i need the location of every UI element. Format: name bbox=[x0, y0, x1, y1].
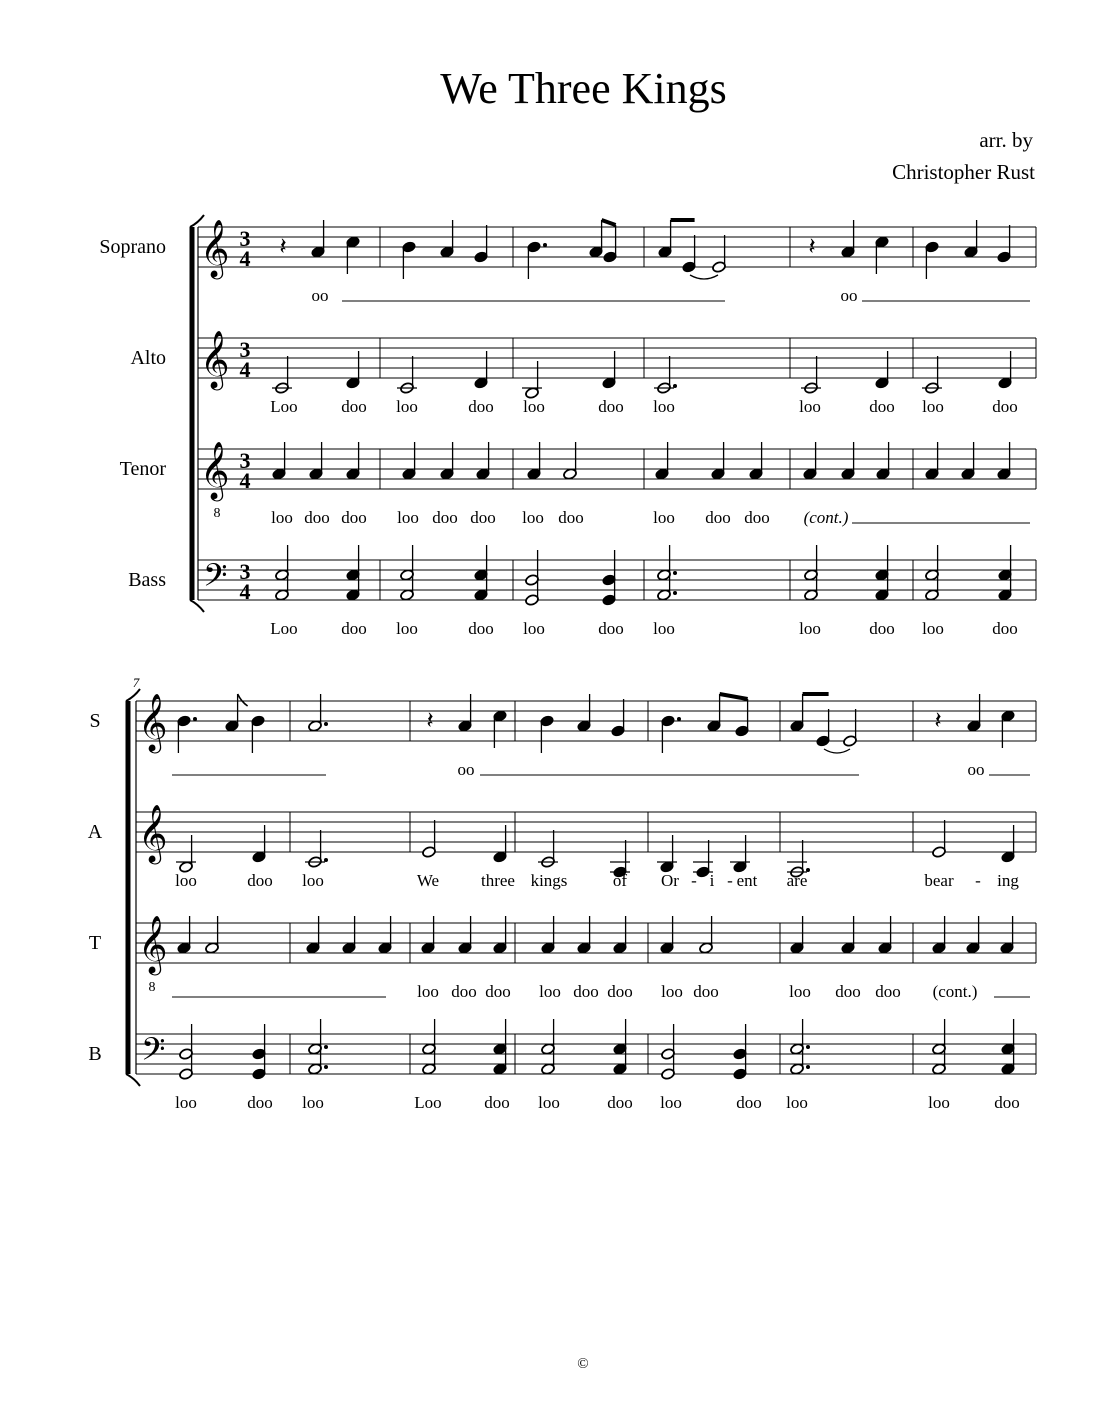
time-signature-top: 3 bbox=[239, 448, 251, 473]
lyric: (cont.) bbox=[803, 508, 849, 527]
lyric: loo bbox=[539, 982, 561, 1001]
lyric: loo bbox=[302, 871, 324, 890]
lyric: - bbox=[691, 871, 697, 890]
lyric: three bbox=[481, 871, 515, 890]
bracket-bottom bbox=[190, 600, 204, 612]
lyric: We bbox=[416, 871, 440, 890]
bracket-bottom bbox=[126, 1074, 140, 1086]
lyric: Or bbox=[661, 871, 679, 890]
time-signature-top: 3 bbox=[239, 559, 251, 584]
quarter-rest: 𝄽 bbox=[279, 234, 287, 260]
treble-clef-icon: 𝄞 bbox=[200, 442, 230, 498]
lyric: doo bbox=[992, 397, 1018, 416]
staff-label-bass: Bass bbox=[128, 569, 166, 591]
lyric: loo bbox=[661, 982, 683, 1001]
treble-clef-icon: 𝄞 bbox=[200, 220, 230, 276]
lyric: doo bbox=[598, 619, 624, 638]
staff-label-s: S bbox=[89, 710, 101, 732]
page-title: We Three Kings bbox=[440, 64, 727, 113]
lyric: ing bbox=[997, 871, 1019, 890]
lyric: doo bbox=[573, 982, 599, 1001]
lyric: loo bbox=[302, 1093, 324, 1112]
arranger-prefix: arr. by bbox=[979, 128, 1033, 152]
lyric: loo bbox=[799, 397, 821, 416]
lyric: of bbox=[612, 871, 628, 890]
lyric: doo bbox=[341, 619, 367, 638]
lyric: i bbox=[709, 871, 715, 890]
lyric: loo bbox=[660, 1093, 682, 1112]
lyric: loo bbox=[417, 982, 439, 1001]
lyric: loo bbox=[799, 619, 821, 638]
lyric: loo bbox=[538, 1093, 560, 1112]
augmentation-dot bbox=[806, 1065, 810, 1069]
lyric: doo bbox=[607, 1093, 633, 1112]
lyric: doo bbox=[869, 397, 895, 416]
lyric: doo bbox=[247, 871, 273, 890]
lyric: Loo bbox=[414, 1093, 442, 1112]
lyric: Loo bbox=[270, 397, 298, 416]
staff-label-t: T bbox=[88, 932, 102, 954]
copyright: © bbox=[577, 1356, 589, 1372]
octave-marker: 8 bbox=[213, 506, 221, 521]
lyric: loo bbox=[523, 397, 545, 416]
lyric: loo bbox=[922, 619, 944, 638]
lyric: loo bbox=[928, 1093, 950, 1112]
lyric: doo bbox=[598, 397, 624, 416]
lyric: are bbox=[786, 871, 808, 890]
lyric: kings bbox=[530, 871, 568, 890]
augmentation-dot bbox=[543, 243, 547, 247]
lyric: doo bbox=[341, 397, 367, 416]
staff-label-a: A bbox=[87, 821, 103, 843]
augmentation-dot bbox=[673, 571, 677, 575]
beam bbox=[720, 694, 748, 699]
lyric: oo bbox=[840, 286, 858, 305]
quarter-rest: 𝄽 bbox=[426, 708, 434, 734]
lyric: doo bbox=[558, 508, 584, 527]
time-signature-bottom: 4 bbox=[239, 468, 251, 493]
lyric: doo bbox=[304, 508, 330, 527]
lyric: loo bbox=[789, 982, 811, 1001]
lyric: doo bbox=[484, 1093, 510, 1112]
lyric: doo bbox=[607, 982, 633, 1001]
lyric: loo bbox=[396, 397, 418, 416]
lyric: doo bbox=[468, 397, 494, 416]
augmentation-dot bbox=[677, 717, 681, 721]
staff-label-alto: Alto bbox=[130, 347, 166, 369]
lyric: doo bbox=[468, 619, 494, 638]
lyric: ent bbox=[736, 871, 758, 890]
time-signature-top: 3 bbox=[239, 337, 251, 362]
lyric: loo bbox=[653, 619, 675, 638]
lyric: loo bbox=[522, 508, 544, 527]
lyric: loo bbox=[175, 1093, 197, 1112]
lyric: doo bbox=[705, 508, 731, 527]
lyric: doo bbox=[485, 982, 511, 1001]
lyric: doo bbox=[247, 1093, 273, 1112]
lyric: bear bbox=[924, 871, 954, 890]
quarter-rest: 𝄽 bbox=[934, 708, 942, 734]
lyric: loo bbox=[397, 508, 419, 527]
lyric: doo bbox=[875, 982, 901, 1001]
lyric: doo bbox=[451, 982, 477, 1001]
lyric: doo bbox=[736, 1093, 762, 1112]
staff-label-tenor: Tenor bbox=[119, 458, 166, 480]
time-signature-bottom: 4 bbox=[239, 357, 251, 382]
beam bbox=[602, 220, 616, 225]
lyric: doo bbox=[835, 982, 861, 1001]
lyric: loo bbox=[271, 508, 293, 527]
tie bbox=[690, 275, 718, 279]
lyric: - bbox=[975, 871, 981, 890]
lyric: loo bbox=[396, 619, 418, 638]
time-signature-bottom: 4 bbox=[239, 246, 251, 271]
lyric: loo bbox=[523, 619, 545, 638]
lyric: loo bbox=[922, 397, 944, 416]
lyric: doo bbox=[994, 1093, 1020, 1112]
augmentation-dot bbox=[673, 591, 677, 595]
staff-label-soprano: Soprano bbox=[99, 236, 166, 258]
lyric: doo bbox=[693, 982, 719, 1001]
time-signature-top: 3 bbox=[239, 226, 251, 251]
lyric: doo bbox=[869, 619, 895, 638]
arranger-name: Christopher Rust bbox=[892, 160, 1035, 184]
lyric: oo bbox=[457, 760, 475, 779]
octave-marker: 8 bbox=[148, 980, 156, 995]
treble-clef-icon: 𝄞 bbox=[138, 694, 168, 750]
bass-clef-icon: 𝄢 bbox=[141, 1033, 166, 1075]
augmentation-dot bbox=[193, 717, 197, 721]
lyric: Loo bbox=[270, 619, 298, 638]
lyric: - bbox=[727, 871, 733, 890]
lyric: doo bbox=[432, 508, 458, 527]
lyric: doo bbox=[992, 619, 1018, 638]
time-signature-bottom: 4 bbox=[239, 579, 251, 604]
lyric: loo bbox=[786, 1093, 808, 1112]
quarter-rest: 𝄽 bbox=[808, 234, 816, 260]
lyric: loo bbox=[653, 397, 675, 416]
treble-clef-icon: 𝄞 bbox=[200, 331, 230, 387]
augmentation-dot bbox=[324, 1065, 328, 1069]
lyric: oo bbox=[311, 286, 329, 305]
lyric: doo bbox=[470, 508, 496, 527]
tie bbox=[824, 749, 850, 753]
augmentation-dot bbox=[806, 1045, 810, 1049]
staff-label-b: B bbox=[88, 1043, 102, 1065]
measure-number: 7 bbox=[132, 675, 140, 690]
bass-clef-icon: 𝄢 bbox=[203, 559, 228, 601]
lyric: doo bbox=[341, 508, 367, 527]
treble-clef-icon: 𝄞 bbox=[138, 805, 168, 861]
lyric: loo bbox=[653, 508, 675, 527]
augmentation-dot bbox=[324, 722, 328, 726]
treble-clef-icon: 𝄞 bbox=[138, 916, 168, 972]
lyric: (cont.) bbox=[932, 982, 978, 1001]
note-flag bbox=[238, 694, 248, 706]
lyric: doo bbox=[744, 508, 770, 527]
lyric: loo bbox=[175, 871, 197, 890]
lyric: oo bbox=[967, 760, 985, 779]
augmentation-dot bbox=[324, 1045, 328, 1049]
